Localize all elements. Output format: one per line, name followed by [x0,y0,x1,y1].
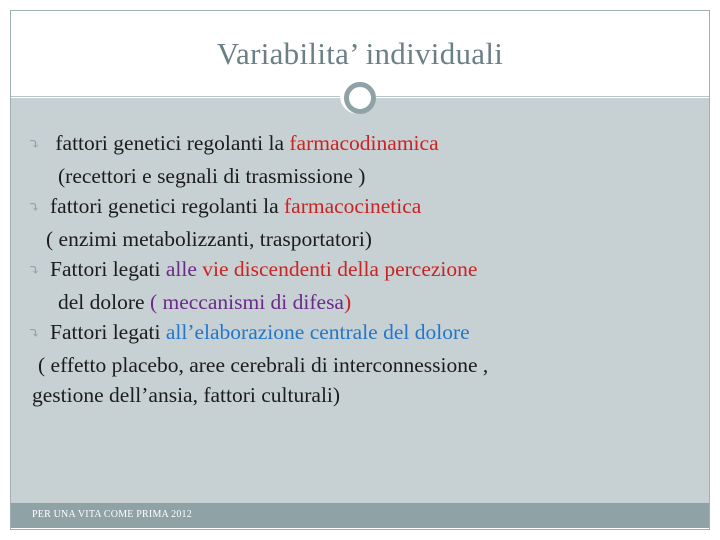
bullet-text: del dolore [58,289,150,314]
bullet-item-1-line-1 [28,128,698,161]
curved-arrow-bullet-icon: ⤵ [28,326,41,342]
bullet-text: Fattori legati [50,320,166,344]
bullet-text-highlight: farmacocinetica [284,194,422,218]
bullet-text: (recettori e segnali di trasmissione ) [58,163,366,188]
bullet-item-1-line-2 [28,161,698,192]
bullet-item-4-line-1 [28,317,698,350]
bullet-text: fattori genetici regolanti la [50,131,290,155]
slide-title: Variabilita’ individuali [216,36,504,71]
bullet-text-highlight: alle [165,257,203,281]
bullet-list [28,128,698,411]
bullet-text-highlight: all’elaborazione centrale del dolore [165,320,470,344]
ring-ornament-inner [344,82,376,114]
bullet-item-3-line-2 [28,287,698,318]
bullet-item-4-line-3 [28,380,698,411]
bullet-text-highlight: ( meccanismi di difesa [149,289,344,314]
curved-arrow-bullet-icon: ⤵ [28,200,41,216]
bullet-text: gestione dell’ansia, fattori culturali) [32,383,341,407]
bullet-text-highlight: vie discendenti della percezione [202,257,478,281]
bullet-item-3-line-1 [28,254,698,287]
bullet-text: fattori genetici regolanti la [50,194,285,218]
bullet-item-4-line-2 [28,350,698,381]
curved-arrow-bullet-icon: ⤵ [28,263,41,279]
bullet-text: Fattori legati [50,257,166,281]
bullet-text-highlight: ) [343,289,352,314]
bullet-item-2-line-1 [28,191,698,224]
bullet-text: ( effetto placebo, aree cerebrali di interconnessione , [38,352,489,377]
footer-text: PER UNA VITA COME PRIMA 2012 [32,509,192,520]
bullet-text: ( enzimi metabolizzanti, trasportatori) [46,226,372,251]
bullet-item-2-line-2 [28,224,698,255]
curved-arrow-bullet-icon: ⤵ [28,137,41,153]
bullet-text-highlight: farmacodinamica [289,131,439,155]
